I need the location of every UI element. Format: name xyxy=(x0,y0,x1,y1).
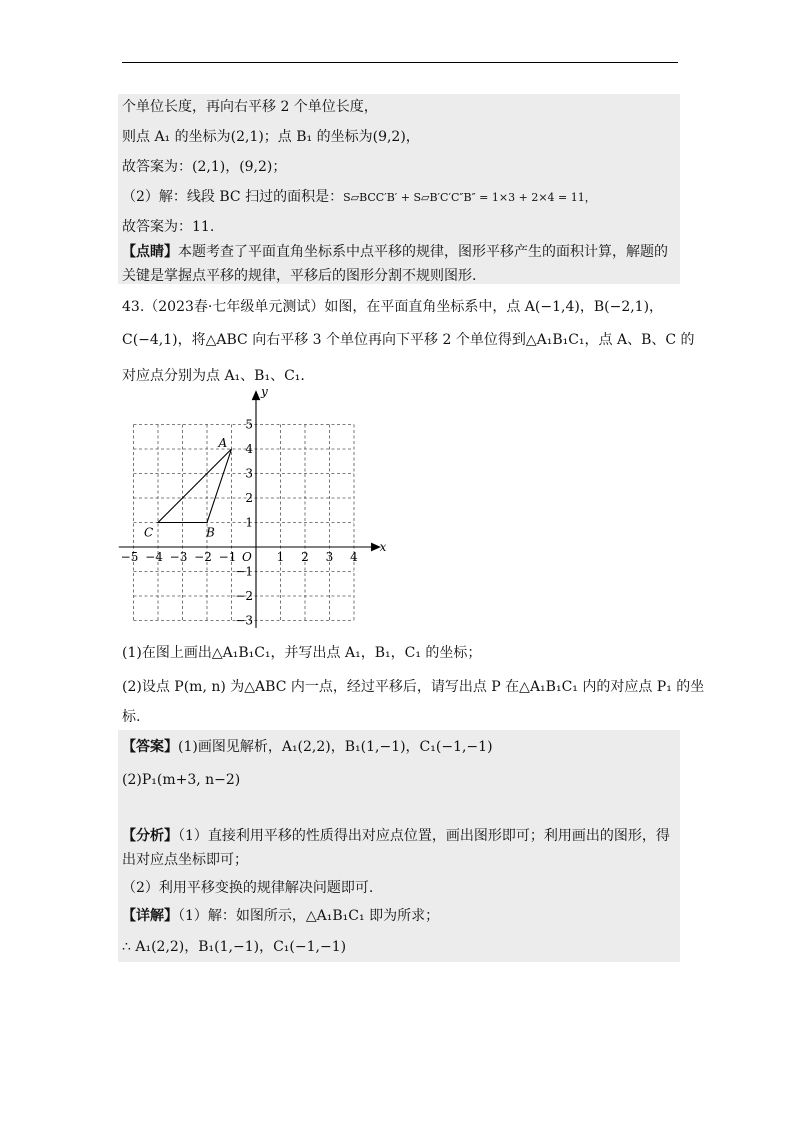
detail-line-2: ∴ A₁(2,2)，B₁(1,−1)，C₁(−1,−1) xyxy=(122,939,347,955)
answer-block xyxy=(118,730,680,962)
answer-line-1 xyxy=(122,737,493,757)
analysis-line-1 xyxy=(122,826,670,846)
x-axis-label: x xyxy=(379,540,387,554)
origin-label: O xyxy=(242,550,252,564)
answer-text-1: (1)画图见解析，A₁(2,2)，B₁(1,−1)，C₁(−1,−1) xyxy=(178,739,493,755)
y-tick-label: −2 xyxy=(235,589,253,603)
y-tick-label: 3 xyxy=(245,466,253,481)
x-tick-label: −3 xyxy=(169,550,188,564)
x-tick-label: −4 xyxy=(145,550,163,564)
part-2-text-1: (2)设点 P(m, n) 为△ABC 内一点，经过平移后，请写出点 P 在△A₁B₁C₁ 内的对应点 P₁ 的坐 xyxy=(122,679,705,695)
question-text-1: 如图，在平面直角坐标系中，点 A(−1,4)，B(−2,1)， xyxy=(324,299,664,315)
prev-solution-line-1: 个单位长度，再向右平移 2 个单位长度， xyxy=(122,99,378,115)
y-axis-arrow xyxy=(253,392,260,400)
analysis-text-1: （1）直接利用平移的性质得出对应点位置，画出图形即可；利用画出的图形，得 xyxy=(178,828,670,844)
analysis-line-2: 出对应点坐标即可； xyxy=(122,852,248,868)
area-formula: S▱BCC′B′ + S▱B′C′C″B″ = 1×3 + 2×4 = 11， xyxy=(343,191,596,204)
tip-label: 【点睛】 xyxy=(122,244,178,260)
x-tick-label: 3 xyxy=(325,550,334,564)
x-tick-label: −5 xyxy=(120,550,139,564)
y-tick-label: 1 xyxy=(245,515,253,530)
point-a-label: A xyxy=(218,436,228,450)
question-line-1 xyxy=(122,297,663,317)
answer-line-2: (2)P₁(m+3, n−2) xyxy=(122,772,241,788)
x-tick-labels xyxy=(121,550,359,564)
y-tick-label: −1 xyxy=(235,564,253,579)
triangle-abc xyxy=(158,449,232,523)
part-2-text-2: 标. xyxy=(122,709,141,725)
tip-line-1 xyxy=(122,242,668,262)
tip-line-2: 关键是掌握点平移的规律，平移后的图形分割不规则图形. xyxy=(122,268,477,284)
question-number: 43. xyxy=(122,299,145,315)
y-axis-label: y xyxy=(261,384,268,399)
x-tick-label: 1 xyxy=(276,550,285,564)
prev-solution-part2-text: （2）解：线段 BC 扫过的面积是： xyxy=(122,189,344,205)
question-line-2: C(−4,1)，将△ABC 向右平移 3 个单位再向下平移 2 个单位得到△A₁B₁C₁，点 A、B、C 的 xyxy=(122,332,695,348)
x-tick-label: −2 xyxy=(194,550,212,564)
prev-solution-line-3: 故答案为：(2,1)，(9,2)； xyxy=(122,159,287,175)
detail-text-1: （1）解：如图所示，△A₁B₁C₁ 即为所求； xyxy=(178,908,440,924)
analysis-label: 【分析】 xyxy=(122,828,178,844)
x-axis-arrow xyxy=(372,544,380,551)
y-tick-label: 5 xyxy=(245,417,253,432)
detail-line-1 xyxy=(122,906,439,926)
prev-solution-line-4 xyxy=(122,187,596,208)
x-tick-label: 4 xyxy=(350,550,358,564)
question-line-3: 对应点分别为点 A₁、B₁、C₁. xyxy=(122,368,305,384)
analysis-line-3: （2）利用平移变换的规律解决问题即可. xyxy=(122,880,374,896)
y-tick-label: 2 xyxy=(245,491,253,505)
point-c-label: C xyxy=(144,525,154,540)
prev-solution-line-2: 则点 A₁ 的坐标为(2,1)；点 B₁ 的坐标为(9,2)， xyxy=(122,129,420,145)
coordinate-graph xyxy=(120,384,387,632)
part-1-text: (1)在图上画出△A₁B₁C₁，并写出点 A₁，B₁，C₁ 的坐标； xyxy=(122,645,482,661)
y-tick-label: −3 xyxy=(235,613,253,628)
header-rule xyxy=(122,62,678,63)
prev-solution-line-5: 故答案为：11. xyxy=(122,219,215,235)
x-tick-label: 2 xyxy=(301,550,309,564)
answer-label: 【答案】 xyxy=(122,739,178,755)
detail-label: 【详解】 xyxy=(122,908,178,924)
question-source: （2023春·七年级单元测试） xyxy=(144,299,325,315)
point-b-label: B xyxy=(206,525,215,540)
y-tick-label: 4 xyxy=(245,442,253,456)
x-tick-label: −1 xyxy=(218,550,237,564)
tip-text-1: 本题考查了平面直角坐标系中点平移的规律，图形平移产生的面积计算，解题的 xyxy=(178,244,668,260)
